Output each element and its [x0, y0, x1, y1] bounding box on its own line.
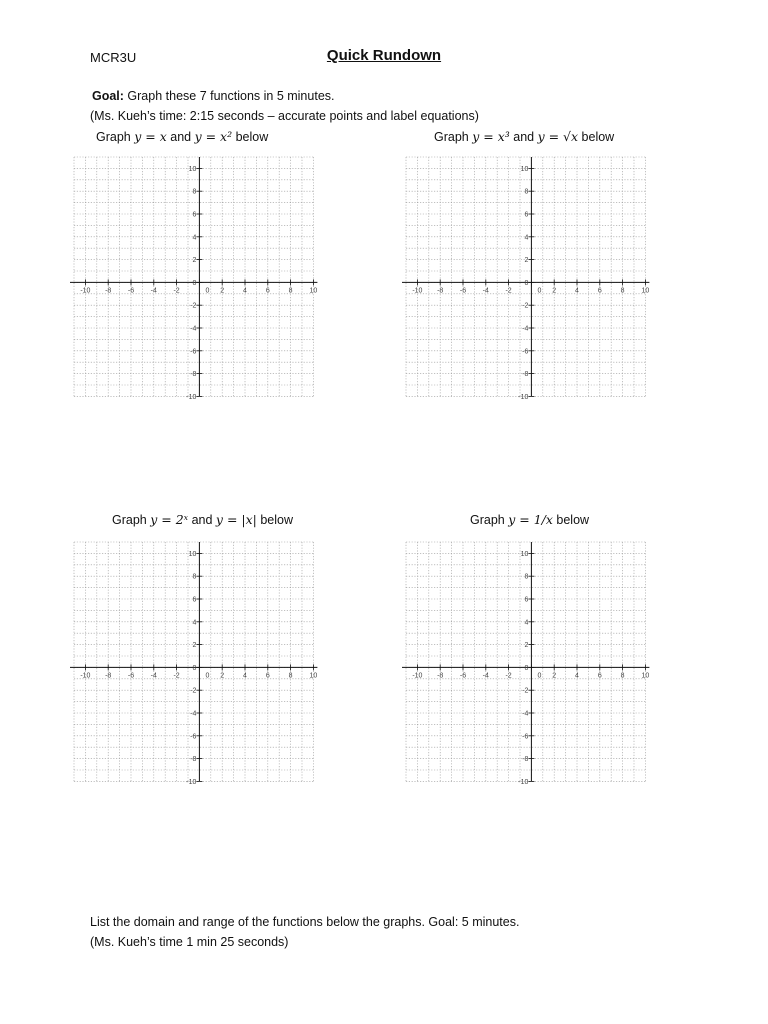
x-tick-label: 10 [309, 287, 318, 295]
graph-caption-3 [112, 512, 293, 527]
y-tick-label: -2 [190, 687, 197, 695]
x-tick-label: -6 [127, 287, 135, 295]
x-tick-label: 6 [265, 287, 270, 295]
x-tick-label: -2 [505, 672, 512, 680]
y-tick-label: 8 [524, 188, 529, 196]
y-tick-label: 8 [524, 573, 529, 581]
y-tick-label: 4 [192, 234, 197, 242]
y-tick-label: -4 [190, 710, 197, 718]
caption-joiner: and [188, 513, 216, 527]
y-tick-label: 8 [192, 188, 197, 196]
x-tick-label: 8 [620, 672, 625, 680]
x-tick-label: 4 [575, 672, 579, 680]
caption-suffix: below [256, 513, 294, 527]
goal-label: Goal: [92, 89, 124, 103]
x-origin-label: 0 [537, 287, 542, 295]
y-tick-label: -4 [190, 325, 197, 333]
y-tick-label: -2 [522, 302, 529, 310]
y-tick-label: -10 [186, 393, 197, 401]
graph-caption-4 [470, 512, 589, 527]
graph-caption-2 [434, 129, 614, 144]
y-tick-label: 10 [520, 550, 529, 558]
x-tick-label: -8 [105, 287, 112, 295]
x-tick-label: -10 [412, 287, 423, 295]
y-tick-label: -8 [190, 756, 197, 764]
x-tick-label: -2 [173, 672, 180, 680]
coordinate-grid-3[interactable] [66, 538, 318, 784]
x-tick-label: -8 [105, 672, 112, 680]
coordinate-grid-1[interactable] [66, 153, 318, 399]
x-tick-label: 2 [220, 672, 225, 680]
caption-prefix: Graph [96, 130, 135, 144]
origin-label: 0 [524, 664, 529, 672]
origin-label: 0 [192, 279, 197, 287]
x-tick-label: -10 [80, 672, 91, 680]
x-origin-label: 0 [537, 672, 542, 680]
coordinate-grid-2[interactable] [398, 153, 650, 399]
x-tick-label: 4 [243, 287, 247, 295]
x-origin-label: 0 [205, 672, 210, 680]
y-tick-label: 10 [520, 165, 529, 173]
origin-label: 0 [524, 279, 529, 287]
y-tick-label: -6 [190, 348, 197, 356]
caption-prefix: Graph [470, 513, 509, 527]
x-tick-label: -10 [412, 672, 423, 680]
y-tick-label: -6 [190, 733, 197, 741]
x-tick-label: 10 [641, 672, 650, 680]
y-tick-label: 10 [188, 165, 197, 173]
y-tick-label: 2 [524, 257, 529, 265]
equation-y-equals-abs-x: y = |x| [215, 512, 257, 527]
x-tick-label: -6 [127, 672, 135, 680]
caption-joiner: and [509, 130, 538, 144]
y-tick-label: 4 [524, 234, 529, 242]
y-tick-label: -4 [522, 710, 529, 718]
x-tick-label: -2 [505, 287, 512, 295]
x-tick-label: -4 [150, 287, 157, 295]
page-title: Quick Rundown [326, 47, 442, 64]
origin-label: 0 [192, 664, 197, 672]
x-tick-label: 8 [288, 287, 293, 295]
y-tick-label: 2 [192, 257, 197, 265]
x-tick-label: 10 [641, 287, 650, 295]
y-tick-label: 6 [192, 596, 197, 604]
x-tick-label: 4 [243, 672, 247, 680]
x-tick-label: 4 [575, 287, 579, 295]
y-tick-label: 4 [524, 619, 529, 627]
x-tick-label: 8 [620, 287, 625, 295]
caption-joiner: and [166, 130, 195, 144]
y-tick-label: 4 [192, 619, 197, 627]
x-tick-label: -10 [80, 287, 91, 295]
x-tick-label: 2 [552, 672, 557, 680]
equation-y-equals-x: y = x [134, 129, 167, 144]
x-tick-label: -4 [482, 287, 489, 295]
x-tick-label: 6 [265, 672, 270, 680]
y-tick-label: 8 [192, 573, 197, 581]
y-tick-label: -2 [190, 302, 197, 310]
domain-range-instruction: List the domain and range of the functions below the graphs. Goal: 5 minutes. [90, 915, 520, 929]
y-tick-label: 2 [524, 642, 529, 650]
y-tick-label: -4 [522, 325, 529, 333]
x-tick-label: 2 [220, 287, 225, 295]
course-code: MCR3U [90, 50, 137, 65]
goal-line [92, 89, 335, 103]
x-tick-label: 8 [288, 672, 293, 680]
caption-suffix: below [578, 130, 615, 144]
y-tick-label: -10 [518, 778, 529, 786]
x-tick-label: -8 [437, 672, 444, 680]
x-tick-label: -6 [459, 672, 467, 680]
y-tick-label: -8 [522, 371, 529, 379]
caption-prefix: Graph [112, 513, 151, 527]
y-tick-label: -10 [186, 778, 197, 786]
x-tick-label: -4 [482, 672, 489, 680]
graph-caption-1 [96, 129, 268, 144]
time-note: (Ms. Kueh’s time: 2:15 seconds – accurate points and label equations) [90, 109, 479, 123]
equation-y-equals-2-to-x: y = 2ˣ [150, 512, 189, 527]
x-tick-label: -4 [150, 672, 157, 680]
x-tick-label: 6 [597, 672, 602, 680]
x-origin-label: 0 [205, 287, 210, 295]
goal-text: Graph these 7 functions in 5 minutes. [123, 89, 335, 103]
x-tick-label: 2 [552, 287, 557, 295]
x-tick-label: -8 [437, 287, 444, 295]
y-tick-label: 6 [524, 596, 529, 604]
y-tick-label: -10 [518, 393, 529, 401]
y-tick-label: 6 [192, 211, 197, 219]
y-tick-label: -8 [522, 756, 529, 764]
equation-y-equals-root-x: y = √x [537, 129, 579, 144]
x-tick-label: -2 [173, 287, 180, 295]
y-tick-label: 2 [192, 642, 197, 650]
caption-prefix: Graph [434, 130, 473, 144]
x-tick-label: 6 [597, 287, 602, 295]
y-tick-label: -8 [190, 371, 197, 379]
domain-range-time-note: (Ms. Kueh’s time 1 min 25 seconds) [90, 935, 289, 949]
y-tick-label: 10 [188, 550, 197, 558]
y-tick-label: -2 [522, 687, 529, 695]
equation-y-equals-x-cubed: y = x³ [472, 129, 510, 144]
y-tick-label: -6 [522, 348, 529, 356]
equation-y-equals-x-squared: y = x² [194, 129, 233, 144]
caption-suffix: below [552, 513, 590, 527]
caption-suffix: below [232, 130, 269, 144]
x-tick-label: -6 [459, 287, 467, 295]
equation-y-equals-one-over-x: y = 1/x [508, 512, 553, 527]
coordinate-grid-4[interactable] [398, 538, 650, 784]
y-tick-label: 6 [524, 211, 529, 219]
x-tick-label: 10 [309, 672, 318, 680]
y-tick-label: -6 [522, 733, 529, 741]
